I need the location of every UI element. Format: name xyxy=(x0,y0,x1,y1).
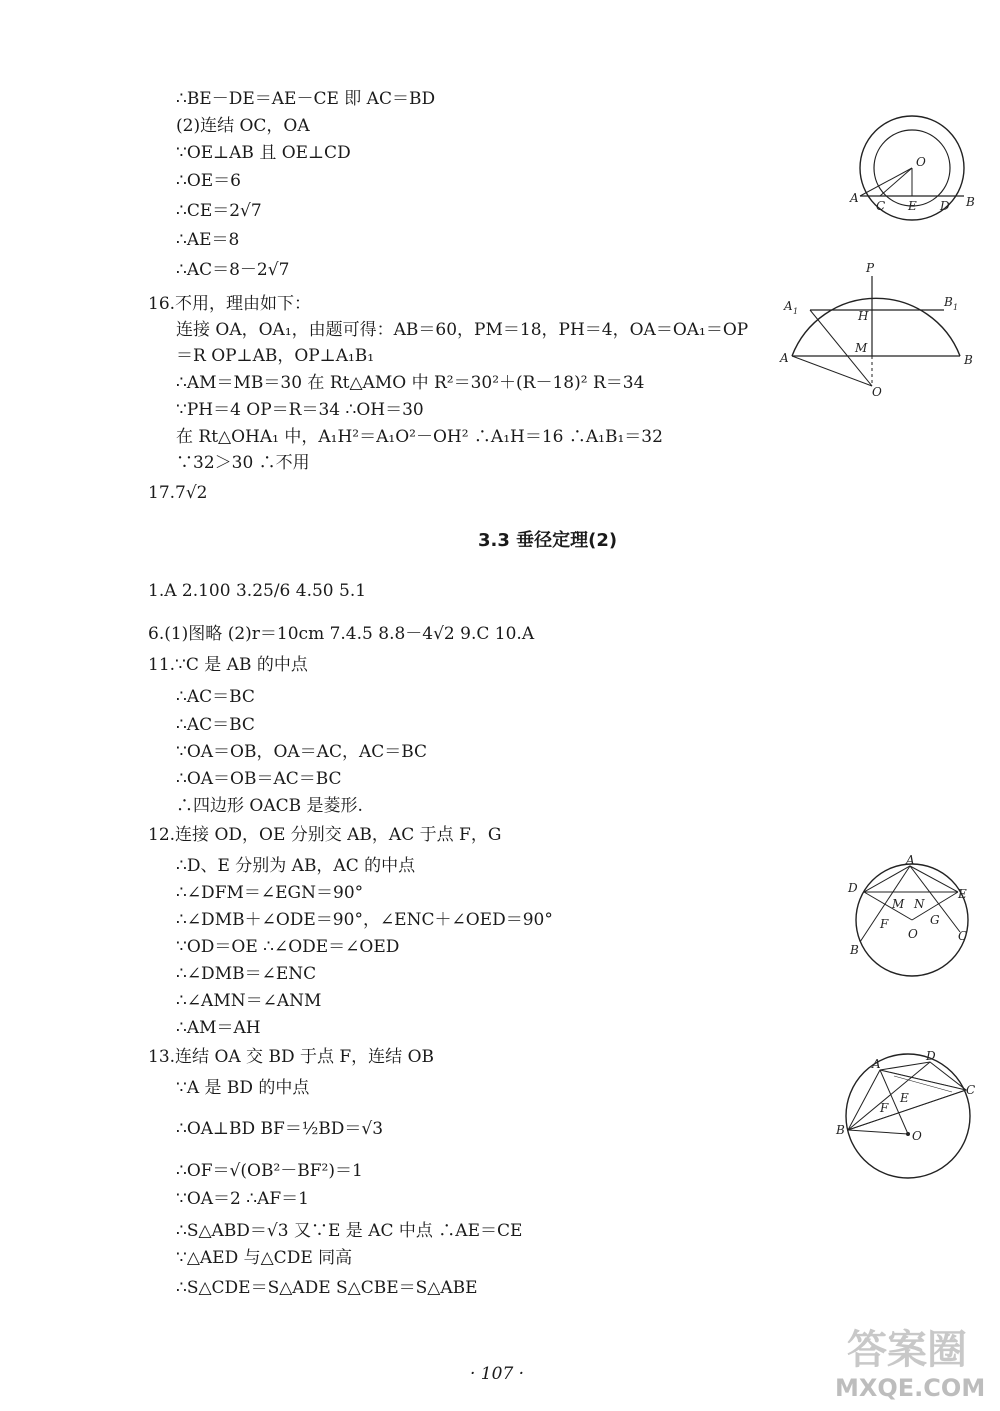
answer-line: ∴四边形 OACB 是菱形. xyxy=(176,796,363,816)
answer-line: 在 Rt△OHA₁ 中，A₁H²＝A₁O²－OH² ∴A₁H＝16 ∴A₁B₁＝32 xyxy=(176,427,663,447)
answer-line: ∴OA＝OB＝AC＝BC xyxy=(176,769,342,789)
answer-line: ∴AE＝8 xyxy=(176,230,240,250)
section-title: 3.3 垂径定理(2) xyxy=(478,530,618,551)
svg-text:1: 1 xyxy=(953,303,959,312)
answer-line: ∴BE－DE＝AE－CE 即 AC＝BD xyxy=(176,89,436,109)
label-G: G xyxy=(930,913,940,927)
answer-line: ∴AM＝MB＝30 在 Rt△AMO 中 R²＝30²＋(R－18)² R＝34 xyxy=(176,373,645,393)
figure-circle-quad xyxy=(832,1048,982,1178)
label-B: B xyxy=(850,943,859,957)
answer-line: ∵OD＝OE ∴∠ODE＝∠OED xyxy=(176,937,400,957)
answer-line: ＝R OP⊥AB，OP⊥A₁B₁ xyxy=(176,346,375,366)
answer-line: ∴AC＝BC xyxy=(176,715,255,735)
label-P: P xyxy=(866,261,875,275)
label-O: O xyxy=(916,155,926,169)
label-A: A xyxy=(906,853,915,867)
answer-line: 连接 OA，OA₁，由题可得：AB＝60，PM＝18，PH＝4，OA＝OA₁＝OP xyxy=(176,320,749,340)
answer-line: ∴AC＝8－2√7 xyxy=(176,260,290,280)
label-C: C xyxy=(958,929,968,943)
label-A: A xyxy=(850,191,859,205)
label-B: B xyxy=(964,353,973,367)
answer-line: ∵OA＝OB，OA＝AC，AC＝BC xyxy=(176,742,428,762)
label-O: O xyxy=(908,927,918,941)
answer-line: 16.不用，理由如下： xyxy=(148,294,312,314)
answer-line: ∴S△ABD＝√3 又∵E 是 AC 中点 ∴AE＝CE xyxy=(176,1221,523,1241)
figure-arch xyxy=(780,258,980,398)
label-D: D xyxy=(940,199,950,213)
label-A: A xyxy=(780,351,789,365)
answer-line: ∴∠DMB＋∠ODE＝90°，∠ENC＋∠OED＝90° xyxy=(176,910,553,930)
label-E: E xyxy=(958,887,967,901)
answer-line: ∴∠AMN＝∠ANM xyxy=(176,991,322,1011)
answer-line: ∴AC＝BC xyxy=(176,687,255,707)
answer-line: ∵OE⊥AB 且 OE⊥CD xyxy=(176,143,351,163)
label-A: A xyxy=(872,1057,881,1071)
label-D: D xyxy=(926,1049,936,1063)
answer-line: 6.(1)图略 (2)r＝10cm 7.4.5 8.8－4√2 9.C 10.A xyxy=(148,624,535,644)
svg-text:1: 1 xyxy=(793,307,799,316)
answer-line: ∴∠DFM＝∠EGN＝90° xyxy=(176,883,364,903)
page-number: · 107 · xyxy=(470,1364,525,1384)
label-C: C xyxy=(966,1083,976,1097)
answer-line: ∴OA⊥BD BF＝½BD＝√3 xyxy=(176,1119,384,1139)
answer-line: (2)连结 OC，OA xyxy=(176,116,310,136)
answer-line: ∴∠DMB＝∠ENC xyxy=(176,964,317,984)
label-B: B xyxy=(836,1123,845,1137)
label-H: H xyxy=(858,309,869,323)
answer-line: ∴OE＝6 xyxy=(176,171,241,191)
label-O: O xyxy=(872,385,882,399)
label-C: C xyxy=(876,199,886,213)
label-M: M xyxy=(855,341,868,355)
answer-line: ∴CE＝2√7 xyxy=(176,201,262,221)
label-F: F xyxy=(880,917,889,931)
answer-line: ∴D、E 分别为 AB，AC 的中点 xyxy=(176,856,416,876)
label-M: M xyxy=(892,897,905,911)
answer-line: 11.∵C 是 AB 的中点 xyxy=(148,655,308,675)
watermark xyxy=(835,1318,995,1406)
label-B: B xyxy=(966,195,975,209)
label-E: E xyxy=(900,1091,909,1105)
answer-line: ∴OF＝√(OB²－BF²)＝1 xyxy=(176,1161,363,1181)
label-N: N xyxy=(914,897,925,911)
answer-line: ∵A 是 BD 的中点 xyxy=(176,1078,310,1098)
answer-line: ∴S△CDE＝S△ADE S△CBE＝S△ABE xyxy=(176,1278,478,1298)
label-O: O xyxy=(912,1129,922,1143)
answer-line: ∵32＞30 ∴不用 xyxy=(176,453,310,473)
answer-line: ∵OA＝2 ∴AF＝1 xyxy=(176,1189,309,1209)
watermark-text: MXQE.COM xyxy=(835,1374,986,1402)
label-B1: B xyxy=(944,295,953,309)
answer-line: 1.A 2.100 3.25/6 4.50 5.1 xyxy=(148,581,367,601)
answer-line: 17.7√2 xyxy=(148,483,208,503)
answer-line: ∵△AED 与△CDE 同高 xyxy=(176,1248,353,1268)
label-F: F xyxy=(880,1101,889,1115)
figure-circle-star xyxy=(842,853,972,986)
label-E: E xyxy=(908,199,917,213)
watermark-logo: 答案圈 xyxy=(847,1327,967,1373)
figure-concentric-circles xyxy=(840,120,980,220)
label-D: D xyxy=(848,881,858,895)
answer-line: ∵PH＝4 OP＝R＝34 ∴OH＝30 xyxy=(176,400,424,420)
answer-line: 13.连结 OA 交 BD 于点 F，连结 OB xyxy=(148,1047,435,1067)
answer-line: 12.连接 OD，OE 分别交 AB，AC 于点 F，G xyxy=(148,825,502,845)
answer-line: ∴AM＝AH xyxy=(176,1018,261,1038)
label-A1: A xyxy=(784,299,793,313)
